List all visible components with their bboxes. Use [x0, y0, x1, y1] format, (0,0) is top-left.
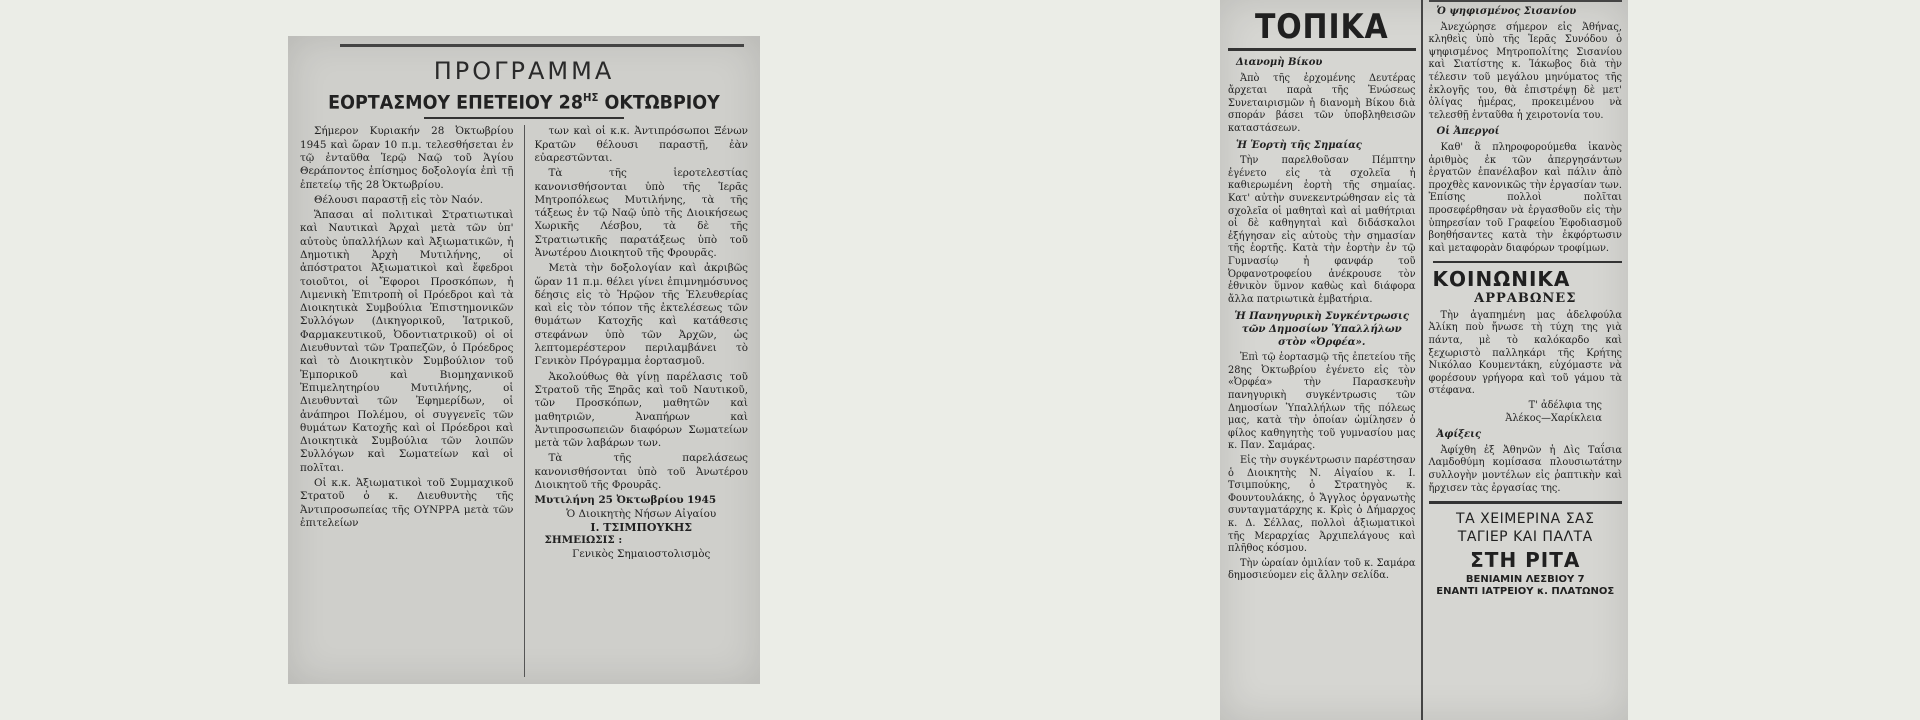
ad-line-2: ΤΑΓΙΕΡ ΚΑΙ ΠΑΛΤΑ [1457, 529, 1593, 546]
local-news-column-1 [1228, 0, 1423, 720]
engagement-signature-2: Ἀλέκος—Χαρίκλεια [1505, 412, 1602, 424]
news-paragraph: Εἰς τὴν συγκέντρωσιν παρέστησαν ὁ Διοικητὴς Ν. Αἰγαίου κ. Ι. Τσιμπούκης, ὁ Στρατηγὸς κ. Φουντουλάκης, ὁ Ἄγγλος ὀργανωτὴς συνταγματάρχης κ. Κρὶς ὁ Δήμαρχος κ. Δ. Σέλλας, πολλοὶ ἀξιωματικοὶ τῆς Μεραρχίας Ἀρχιπελάγους καὶ πλῆθος κόσμου. [1228, 455, 1416, 555]
engagements-heading: ΑΡΡΑΒΩΝΕΣ [1474, 291, 1577, 307]
ad-brand: ΣΤΗ ΡΙΤΑ [1470, 548, 1581, 573]
paragraph: Τὰ τῆς παρελάσεως κανονισθήσονται ὑπὸ τοῦ Ἀνωτέρου Διοικητοῦ τῆς Φρουρᾶς. [534, 452, 748, 492]
paragraph: Τὰ τῆς ἱεροτελεστίας κανονισθήσονται ὑπὸ τῆς Ἱερᾶς Μητροπόλεως Μυτιλήνης, τὰ τῆς τάξεως ἐν τῷ Ναῷ ὑπὸ τῆς Διοικήσεως Χωρικῆς Λέσβου, τὰ δὲ τῆς Στρατιωτικῆς παρατάξεως ὑπὸ τοῦ Ἀνωτέρου Διοικητοῦ τῆς Φρουρᾶς. [534, 167, 748, 259]
news-paragraph: Καθ' ἃ πληροφορούμεθα ἱκανὸς ἀριθμὸς ἐκ τῶν ἀπεργησάντων ἐργατῶν ἐπανέλαβον καὶ πάλιν ἀπὸ προχθὲς κανονικῶς τὴν ἐργασίαν των. Ἐπίσης πολλοὶ πολῖται προσεφέρθησαν νὰ ἐργασθοῦν εἰς τὴν ὑπηρεσίαν τοῦ Γραφείου Ἐφοδιασμοῦ βοηθήσαντες κατὰ τὴν ἐκφόρτωσιν καὶ μεταφορὰν διαφόρων τροφίμων. [1428, 141, 1622, 254]
article-column-1 [300, 125, 514, 677]
top-rule [340, 44, 744, 47]
engagement-announcement: Τὴν ἀγαπημένη μας ἀδελφούλα Ἀλίκη ποὺ ἤνωσε τὴ τύχη της γιὰ πάντα, μὲ τὸ καλόκαρδο καὶ ξεχωριστὸ παλληκάρι τῆς Κρήτης Νικόλαο Κουμεντάκη, εὐχόμαστε νὰ φορέσουν γρήγορα καὶ τοῦ γάμου τὰ στέφανα. [1428, 309, 1622, 397]
newspaper-clipping-local-news [1220, 0, 1628, 720]
paragraph: Σήμερον Κυριακήν 28 Ὀκτωβρίου 1945 καὶ ὥραν 10 π.μ. τελεσθήσεται ἐν τῷ ἐνταῦθα Ἱερῷ Ναῷ τοῦ Ἁγίου Θεράποντος ἐπίσημος δοξολογία ἐπὶ τῇ ἐπετείῳ τῆς 28 Ὀκτωβρίου. [300, 125, 514, 191]
signatory-role: Ὁ Διοικητὴς Νήσων Αἰγαίου [566, 507, 717, 520]
news-heading: Ἡ Πανηγυρικὴ Συγκέντρωσις τῶν Δημοσίων Ὑπαλλήλων στὸν «Ὀρφέα». [1234, 310, 1410, 349]
notes-text: Γενικὸς Σημαιοστολισμὸς [572, 547, 711, 560]
news-heading: Οἱ Ἀπεργοί [1436, 126, 1500, 138]
paragraph: Μετὰ τὴν δοξολογίαν καὶ ἀκριβῶς ὥραν 11 π.μ. θέλει γίνει ἐπιμνημόσυνος δέησις εἰς τὸ Ἡρῷον τῆς Ἐλευθερίας καὶ εἰς τὸν τόπον τῆς ἐκτελέσεως τῶν θυμάτων Κατοχῆς καὶ κατάθεσις στεφάνων ὑπὸ τῶν Ἀρχῶν, ὡς λεπτομερέστερον περιλαμβάνει τὸ Γενικὸν Πρόγραμμα ἑορτασμοῦ. [534, 262, 748, 368]
column-1-body [1228, 57, 1416, 583]
masthead-rule [1228, 48, 1416, 51]
social-section-heading: ΚΟΙΝΩΝΙΚΑ [1433, 261, 1622, 291]
local-news-columns [1228, 0, 1622, 720]
section-masthead: ΤΟΠΙΚΑ [1254, 7, 1389, 47]
subtitle-end: ΟΚΤΩΒΡΙΟΥ [598, 91, 720, 114]
news-paragraph: Ἐπὶ τῷ ἑορτασμῷ τῆς ἐπετείου τῆς 28ης Ὀκτωβρίου ἐγένετο εἰς τὸν «Ὀρφέα» τὴν Παρασκευὴν πανηγυρικὴ συγκέντρωσις τῶν Δημοσίων Ὑπαλλήλων τῆς πόλεως μας, κατὰ τὴν ὁποίαν ὡμίλησεν ὁ φίλος καθηγητὴς τοῦ γυμνασίου μας κ. Παν. Σαμάρας. [1228, 352, 1416, 452]
title-underline [424, 117, 624, 119]
news-paragraph: Ἀνεχώρησε σήμερον εἰς Ἀθήνας, κληθεὶς ὑπὸ τῆς Ἱερᾶς Συνόδου ὁ ψηφισμένος Μητροπολίτης Σισανίου καὶ Σιατίστης κ. Ἰάκωβος διὰ τὴν τέλεσιν τοῦ μεγάλου μηνύματος τῆς ἐκλογῆς του, θὰ ἐπιστρέψῃ δὲ μετ' ὀλίγας ἡμέρας, προκειμένου νὰ τελεσθῇ ἐνταῦθα ἡ χειροτονία του. [1428, 21, 1622, 121]
newspaper-clipping-program [288, 36, 760, 684]
article-columns [300, 125, 748, 677]
news-heading: Διανομὴ Βίκου [1236, 57, 1323, 68]
ad-line-1: ΤΑ ΧΕΙΜΕΡΙΝΑ ΣΑΣ [1456, 511, 1595, 528]
date-line: Μυτιλήνη 25 Ὀκτωβρίου 1945 [534, 494, 717, 507]
notes-label: ΣΗΜΕΙΩΣΙΣ : [544, 534, 623, 547]
advertisement [1429, 501, 1622, 598]
paragraph: Ἀκολούθως θὰ γίνῃ παρέλασις τοῦ Στρατοῦ τῆς Ξηρᾶς καὶ τοῦ Ναυτικοῦ, τῶν Προσκόπων, μαθητῶν καὶ μαθητριῶν, Ἀναπήρων καὶ Ἀντιπροσωπειῶν διαφόρων Σωματείων μετὰ τῶν λαβάρων των. [534, 370, 748, 450]
column-divider [524, 125, 525, 677]
news-paragraph: Τὴν παρελθοῦσαν Πέμπτην ἐγένετο εἰς τὰ σχολεῖα ἡ καθιερωμένη ἑορτὴ τῆς σημαίας. Κατ' αὐτὴν συνεκεντρώθησαν εἰς τὰ σχολεῖα οἱ μαθηταὶ καὶ αἱ μαθήτριαι οἱ δὲ καθηγηταὶ καὶ διδάσκαλοι ἐξήγησαν εἰς αὐτοὺς τὴν σημασίαν τῆς ἑορτῆς. Κατὰ τὴν ἑορτὴν ἐν τῷ Γυμνασίῳ ἡ φανφάρ τοῦ Ὀρφανοτροφείου ἀνέκρουσε τὸν ἐθνικὸν ὕμνον καθὼς καὶ διάφορα ἄλλα πατριωτικὰ ἐμβατήρια. [1228, 155, 1416, 305]
paragraph: Οἱ κ.κ. Ἀξιωματικοὶ τοῦ Συμμαχικοῦ Στρατοῦ ὁ κ. Διευθυντὴς τῆς Ἀντιπροσωπείας τῆς ΟΥΝΡΡΑ μετὰ τῶν ἐπιτελείων [300, 477, 514, 529]
column-2-body [1429, 6, 1622, 255]
column-top-rule [1429, 0, 1622, 2]
paragraph: Θέλουσι παραστῇ εἰς τὸν Ναόν. [314, 193, 484, 206]
arrivals-text: Ἀφίχθη ἐξ Ἀθηνῶν ἡ Δὶς Ταΐσια Λαμδοθύμη κομίσασα πλουσιωτάτην συλλογὴν μοντέλων εἰς ῥαπτικὴν καὶ ἤρχισεν τὰς ἐργασίας της. [1428, 444, 1622, 494]
subtitle-main: ΕΟΡΤΑΣΜΟΥ ΕΠΕΤΕΙΟΥ 28 [328, 91, 583, 114]
news-paragraph: Ἀπὸ τῆς ἐρχομένης Δευτέρας ἄρχεται παρὰ τῆς Ἑνώσεως Συνεταιρισμῶν ἡ διανομὴ Βίκου διὰ σποράν βάσει τῶν ὑποβληθεισῶν καταστάσεων. [1228, 72, 1416, 134]
arrivals-heading: Ἀφίξεις [1436, 429, 1482, 441]
news-heading: Ὁ ψηφισμένος Σισανίου [1436, 6, 1577, 17]
engagement-signature-1: Τ' ἀδέλφια της [1528, 400, 1602, 412]
paragraph: Ἅπασαι αἱ πολιτικαὶ Στρατιωτικαὶ καὶ Ναυτικαὶ Ἀρχαὶ μετὰ τῶν ὑπ' αὐτοὺς ὑπαλλήλων καὶ Ἀξιωματικῶν, ἡ Δημοτικὴ Ἀρχὴ Μυτιλήνης, οἱ ἀπόστρατοι Ἀξιωματικοὶ καὶ ἔφεδροι τοιοῦτοι, οἱ Ἔφοροι Προσκόπων, ἡ Λιμενικὴ Ἐπιτροπὴ οἱ Πρόεδροι καὶ τὰ Διοικητικὰ Συμβούλια Ἐπιστημονικῶν Συλλόγων (Δικηγορικοῦ, Ἰατρικοῦ, Φαρμακευτικοῦ, Ὀδοντιατρικοῦ) οἱ οἱ Διευθυνταὶ τῶν Τραπεζῶν, ὁ Πρόεδρος καὶ τὸ Διοικητικὸν Συμβούλιον τοῦ Ἐμπορικοῦ καὶ Βιομηχανικοῦ Ἐπιμελητηρίου Μυτιλήνης, οἱ Διευθυνταὶ τῶν Ἐφημερίδων, οἱ ἀνάπηροι Πολέμου, οἱ συγγενεῖς τῶν θυμάτων Κατοχῆς καὶ οἱ Πρόεδροι καὶ Διοικητικὰ Συμβούλια τῶν λοιπῶν Συλλόγων καὶ Σωματείων καὶ οἱ πολῖται. [300, 209, 514, 474]
clipping-subtitle [318, 85, 730, 115]
news-heading: Ἡ Ἑορτὴ τῆς Σημαίας [1236, 139, 1362, 151]
paragraph: των καὶ οἱ κ.κ. Ἀντιπρόσωποι Ξένων Κρατῶν θέλουσι παραστῇ, ἐὰν εὐαρεστῶνται. [534, 125, 748, 164]
signatory-name: Ι. ΤΣΙΜΠΟΥΚΗΣ [590, 520, 693, 534]
clipping-title: ΠΡΟΓΡΑΜΜΑ [433, 57, 615, 85]
ad-address-2: ΕΝΑΝΤΙ ΙΑΤΡΕΙΟΥ κ. ΠΛΑΤΩΝΟΣ [1436, 586, 1615, 598]
subtitle-superscript: ΗΣ [582, 91, 599, 104]
news-paragraph: Τὴν ὡραίαν ὁμιλίαν τοῦ κ. Σαμάρα δημοσιεύομεν εἰς ἄλλην σελίδα. [1228, 557, 1416, 582]
ad-address-1: ΒΕΝΙΑΜΙΝ ΛΕΣΒΙΟΥ 7 [1465, 574, 1585, 586]
article-column-2 [535, 125, 749, 677]
local-news-column-2 [1423, 0, 1622, 720]
